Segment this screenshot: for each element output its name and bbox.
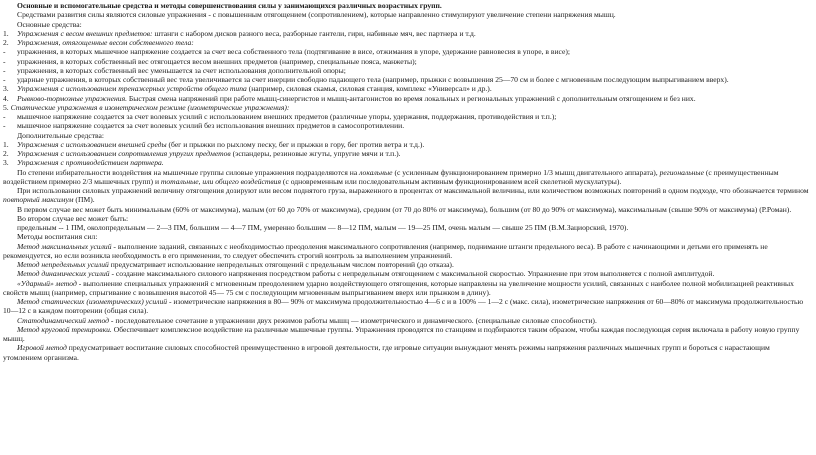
method-item (3, 269, 810, 278)
list-marker: - (3, 56, 6, 66)
rm-scale-paragraph: предельным -- 1 ПМ, околопредельным — 2—3 ПМ, большим — 4—7 ПМ, умеренно большим — 8—12 ПМ, малым — 19—25 ПМ, очень малым — свыше 25 ПМ (В.М.Зациорский, 1970). (17, 223, 629, 232)
list-marker: - (3, 75, 6, 84)
list-item-emphasis: Упражнения с использованием внешней среды (17, 139, 167, 149)
list-marker: 3. (3, 84, 9, 94)
method-description: - изометрические напряжения в 80— 90% от максимума продолжительностью 4—6 с и в 100% — 1—2 с (макс. сила), изометрические напряжения от 60—80% от максимума продолжительностью 10—12 с в каждом повторении (общая сила). (3, 297, 804, 316)
list-marker: - (3, 65, 6, 75)
list-marker: 1. (3, 28, 9, 38)
method-item (3, 242, 810, 261)
methods-heading: Методы воспитания сил: (17, 232, 98, 242)
list-item-text: Быстрая смена напряжений при работе мышц-синергистов и мышц-антагонистов во время локальных и региональных упражнений с дополнительным отягощением и без них. (127, 93, 696, 103)
list-item (3, 158, 810, 167)
method-name: «Ударный» метод (17, 278, 77, 288)
list-item-text: (например, силовая скамья, силовая станция, комплекс «Универсал» и др.). (246, 84, 492, 94)
list-marker: 2. (3, 38, 9, 47)
list-item (3, 112, 810, 121)
list-item-emphasis: Упражнения с использованием тренажерных устройств общего типа (17, 84, 247, 94)
list-item-text: упражнения, в которых собственный вес отягощается весом внешних предметов (например, специальные пояса, манжеты); (17, 56, 417, 66)
list-marker: 5. (3, 102, 11, 112)
method-description: - выполнение специальных упражнений с мгновенным преодолением ударно воздействующего отягощения, которые направлены на увеличение мощности усилий, связанных с наиболее полной мобилизацией реактивных свойств мышц (например, спрыгивание с возвышения высотой 45— 75 см с последующим мгновенным выпрыгиванием вверх или прыжком в длину). (3, 278, 794, 297)
list-marker: - (3, 112, 6, 121)
list-item (3, 38, 810, 47)
list-marker: 2. (3, 149, 9, 158)
method-name: Статодинамический метод (17, 315, 110, 325)
aux-means-heading: Дополнительные средства: (17, 130, 104, 140)
list-item (3, 29, 810, 38)
method-item (3, 316, 810, 325)
method-description: предусматривает воспитание силовых способностей преимущественно в игровой деятельности, где игровые ситуации вынуждают менять режимы напряжения различных мышечных групп и бороться с нарастающим утомлением организма. (3, 343, 770, 362)
static-exercises-list (3, 112, 810, 131)
list-item-emphasis: Упражнения, отягощенные весом собственного тела: (17, 38, 194, 47)
method-description: - создание максимального силового напряжения посредством работы с непредельным отягощением с максимальной скоростью. Упражнение при этом выполняется с полной амплитудой. (109, 269, 715, 279)
method-name: Метод динамических усилий (17, 269, 110, 279)
list-item-text: мышечное напряжение создается за счет волевых усилий без использования внешних предметов в самосопротивлении. (17, 121, 405, 131)
second-case-paragraph: Во втором случае вес может быть: (17, 213, 129, 223)
methods-list (3, 242, 810, 362)
method-name: Метод максимальных усилий (17, 241, 112, 251)
list-item-text: упражнения, в которых собственный вес уменьшается за счет использования дополнительной опоры; (17, 65, 346, 75)
list-item-text: мышечное напряжение создается за счет волевых усилий с использованием внешних предметов (различные упоры, удержания, поддержания, противодействия и т.п.); (17, 112, 557, 121)
method-name: Метод непредельных усилий (17, 260, 109, 269)
list-item-text: (бег и прыжки по рыхлому песку, бег и прыжки в гору, бег против ветра и т.д.). (166, 139, 425, 149)
list-item-emphasis: Статические упражнения в изометрическом режиме (изометрические упражнения): (10, 102, 290, 112)
list-item-text: (эспандеры, резиновые жгуты, упругие мячи и т.п.). (230, 149, 401, 158)
document-title: Основные и вспомогательные средства и методы совершенствования силы у занимающихся различных возрастных групп. (17, 1, 442, 10)
aux-means-list (3, 140, 810, 168)
method-item (3, 325, 810, 344)
list-item-emphasis: Упражнения с противодействием партнера. (17, 158, 164, 168)
method-description: - последовательное сочетание в упражнении двух режимов работы мышц — изометрического и динамического. (специальные силовые способности). (109, 315, 597, 325)
method-item (3, 297, 810, 316)
list-item (3, 75, 810, 84)
list-marker: 3. (3, 158, 9, 168)
list-item (3, 149, 810, 158)
method-name: Игровой метод (17, 343, 67, 353)
main-means-list (3, 29, 810, 103)
list-marker: - (3, 121, 6, 131)
method-description: Обеспечивает комплексное воздействие на различные мышечные группы. Упражнения проводятся по станциям и подбираются таким образом, чтобы каждая последующая серия включала в работу новую группу мышц. (3, 324, 800, 343)
static-exercises-heading (3, 103, 810, 112)
list-item (3, 121, 810, 130)
method-description: предусматривает использование непредельных отягощений с предельным числом повторений (до отказа). (108, 260, 454, 269)
list-item (3, 57, 810, 66)
main-means-heading: Основные средства: (17, 19, 82, 29)
selectivity-paragraph: По степени избирательности воздействия на мышечные группы силовые упражнения подразделяются на локальные (с усиленным функционированием примерно 1/3 мышц двигательного аппарата), региональные (с преимущественным воздействием примерно 2/3 мышечных групп) и тотальные, или общего воздействия (с одновременным или последовательным активным функционированием всей скелетной мускулатуры). (3, 167, 779, 186)
list-item-text: ударные упражнения, в которых собственный вес тела увеличивается за счет инерции свободно падающего тела (например, прыжки с возвышения 25—70 см и более с мгновенным последующим выпрыгиванием вверх). (17, 75, 729, 84)
first-case-paragraph: В первом случае вес может быть минимальным (60% от максимума), малым (от 60 до 70% от максимума), средним (от 70 до 80% от максимума), большим (от 80 до 90% от максимума), максимальным (свыше 90% от максимума) (Р.Роман). (17, 204, 792, 214)
list-item (3, 84, 810, 93)
intro-paragraph: Средствами развития силы являются силовые упражнения - с повышенным отягощением (сопротивлением), которые направленно стимулируют увеличение степени напряжения мышц. (17, 10, 616, 20)
list-item-text: штанги с набором дисков разного веса, разборные гантели, гири, набивные мяч, вес партнера и т.д. (152, 28, 476, 38)
list-item-emphasis: Рывково-тормозные упражнения. (17, 93, 127, 103)
method-item (3, 343, 810, 362)
list-marker: 4. (3, 93, 9, 103)
list-item (3, 47, 810, 56)
list-marker: 1. (3, 139, 9, 149)
load-dosing-paragraph: При использовании силовых упражнений величину отягощения дозируют или весом поднятого груза, выраженного в процентах от максимальной величины, или количеством возможных повторений в одном подходе, что обозначается термином повторный максимум (ПМ). (3, 186, 809, 205)
list-item-text: упражнения, в которых мышечное напряжение создается за счет веса собственного тела (подтягивание в висе, отжимания в упоре, удержание равновесия в упоре, в висе); (17, 47, 570, 57)
list-item (3, 66, 810, 75)
list-item (3, 94, 810, 103)
method-name: Метод статических (изометрических) усилий (17, 297, 168, 306)
list-marker: - (3, 47, 6, 57)
list-item-emphasis: Упражнения с весом внешних предметов: (17, 28, 153, 38)
method-item (3, 260, 810, 269)
list-item (3, 140, 810, 149)
method-name: Метод круговой тренировки. (17, 324, 112, 334)
method-description: - выполнение заданий, связанных с необходимостью преодоления максимального сопротивления (например, поднимание штанги предельного веса). В работе с начинающими и детьми его применять не рекомендуется, но если возникла необходимость в его применении, то следует обеспечить строгий контроль за выполнением упражнений. (3, 241, 768, 260)
method-item (3, 279, 810, 298)
list-item-emphasis: Упражнения с использованием сопротивления упругих предметов (17, 149, 231, 158)
